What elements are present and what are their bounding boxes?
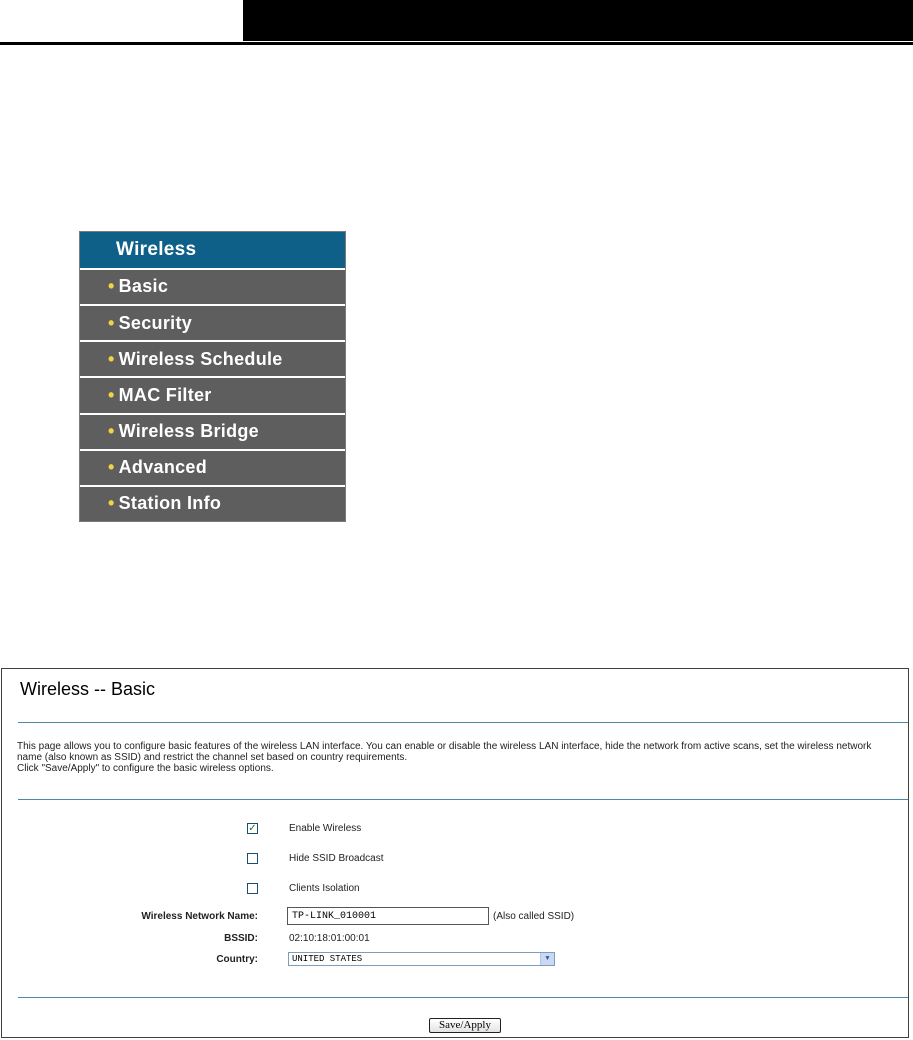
bssid-value: 02:10:18:01:00:01 <box>289 933 370 944</box>
menu-item-label: Wireless Bridge <box>118 421 259 442</box>
menu-item-label: MAC Filter <box>118 384 212 405</box>
hide-ssid-label: Hide SSID Broadcast <box>289 853 384 864</box>
divider <box>18 722 908 723</box>
ssid-label: Wireless Network Name: <box>141 911 258 922</box>
country-select-value: UNITED STATES <box>292 954 363 964</box>
wireless-menu <box>79 231 346 522</box>
enable-wireless-label: Enable Wireless <box>289 823 362 834</box>
wireless-basic-panel <box>1 668 909 1038</box>
ssid-input[interactable] <box>287 907 489 925</box>
bullet-icon: • <box>108 348 115 369</box>
document-header-rule <box>0 42 913 45</box>
menu-header-label: Wireless <box>116 238 197 260</box>
menu-item-label: Station Info <box>118 493 222 514</box>
menu-item-label: Advanced <box>118 457 208 478</box>
bullet-icon: • <box>108 276 115 297</box>
document-header-bar <box>243 0 913 41</box>
clients-isolation-label: Clients Isolation <box>289 883 360 894</box>
menu-item-label: Security <box>118 312 193 333</box>
bullet-icon: • <box>108 384 115 405</box>
ssid-hint: (Also called SSID) <box>493 911 575 922</box>
chevron-down-icon[interactable]: ▼ <box>540 953 554 965</box>
enable-wireless-checkbox[interactable]: ✓ <box>248 823 257 834</box>
menu-item-label: Wireless Schedule <box>118 348 283 369</box>
description-line: Click "Save/Apply" to configure the basic wireless options. <box>17 763 274 774</box>
menu-item-basic[interactable] <box>80 270 345 304</box>
save-apply-button[interactable]: Save/Apply <box>429 1018 501 1033</box>
menu-item-label: Basic <box>118 276 169 297</box>
description-line: This page allows you to configure basic features of the wireless LAN interface. You can enable or disable the wireless LAN interface, hide the network from active scans, set the wireless network <box>17 741 872 752</box>
bullet-icon: • <box>108 312 115 333</box>
country-select[interactable] <box>288 952 555 966</box>
menu-item-advanced[interactable] <box>80 451 345 485</box>
menu-item-mac-filter[interactable] <box>80 378 345 412</box>
divider <box>18 799 908 800</box>
menu-header-wireless[interactable] <box>80 232 345 268</box>
menu-item-wireless-schedule[interactable] <box>80 342 345 376</box>
menu-item-station-info[interactable] <box>80 487 345 521</box>
bssid-label: BSSID: <box>224 933 258 944</box>
clients-isolation-checkbox[interactable] <box>247 883 258 894</box>
page-description <box>17 741 897 774</box>
divider <box>18 997 908 998</box>
country-label: Country: <box>216 954 258 965</box>
hide-ssid-checkbox[interactable] <box>247 853 258 864</box>
menu-item-security[interactable] <box>80 306 345 340</box>
description-line: name (also known as SSID) and restrict the channel set based on country requirements. <box>17 752 408 763</box>
menu-item-wireless-bridge[interactable] <box>80 415 345 449</box>
bullet-icon: • <box>108 457 115 478</box>
bullet-icon: • <box>108 421 115 442</box>
page-title: Wireless -- Basic <box>20 679 156 699</box>
bullet-icon: • <box>108 493 115 514</box>
